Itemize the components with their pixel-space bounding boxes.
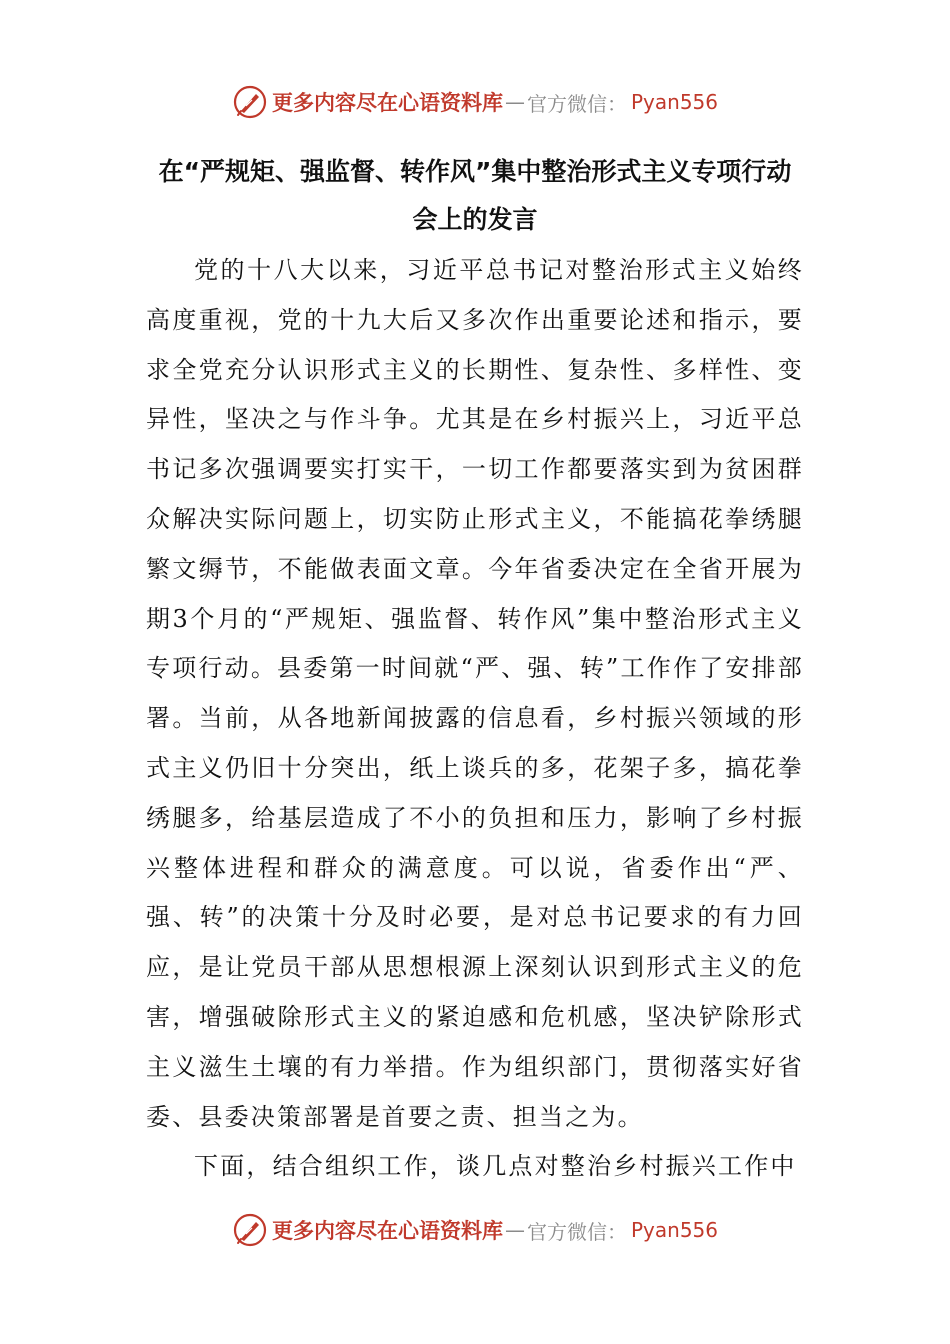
footer-watermark-banner — [0, 1210, 950, 1250]
body-paragraph-2: 下面，结合组织工作，谈几点对整治乡村振兴工作中 — [194, 1152, 797, 1181]
document-body — [146, 246, 804, 1192]
body-paragraph-1: 党的十八大以来，习近平总书记对整治形式主义始终高度重视，党的十九大后又多次作出重要论述和指示，要求全党充分认识形式主义的长期性、复杂性、多样性、变异性，坚决之与作斗争。尤其是在乡村振兴上，习近平总书记多次强调要实打实干，一切工作都要落实到为贫困群众解决实际问题上，切实防止形式主义，不能搞花拳绣腿繁文缛节，不能做表面文章。今年省委决定在全省开展为期3个月的“严规矩、强监督、转作风”集中整治形式主义专项行动。县委第一时间就“严、强、转”工作作了安排部署。当前，从各地新闻披露的信息看，乡村振兴领域的形式主义仍旧十分突出，纸上谈兵的多，花架子多，搞花拳绣腿多，给基层造成了不小的负担和压力，影响了乡村振兴整体进程和群众的满意度。可以说，省委作出“严、强、转”的决策十分及时必要，是对总书记要求的有力回应，是让党员干部从思想根源上深刻认识到形式主义的危害，增强破除形式主义的紧迫感和危机感，坚决铲除形式主义滋生土壤的有力举措。作为组织部门，贯彻落实好省委、县委决策部署是首要之责、担当之为。 — [146, 256, 804, 1131]
watermark-official-label: 官方微信： — [526, 1219, 627, 1244]
watermark-brand-text: 更多内容尽在心语资料库 — [271, 1218, 503, 1243]
watermark-wechat-id: Pyan556 — [630, 90, 718, 114]
watermark-wechat-id: Pyan556 — [630, 1218, 718, 1242]
watermark-official-label: 官方微信： — [526, 91, 627, 116]
quill-pen-logo-icon — [232, 84, 268, 120]
watermark-brand-text: 更多内容尽在心语资料库 — [271, 90, 503, 115]
quill-pen-logo-icon — [232, 1212, 268, 1248]
watermark-dash: — — [504, 1218, 525, 1242]
watermark-dash: — — [504, 90, 525, 114]
header-watermark-banner — [0, 82, 950, 122]
document-title: 在“严规矩、强监督、转作风”集中整治形式主义专项行动会上的发言 — [158, 157, 792, 234]
